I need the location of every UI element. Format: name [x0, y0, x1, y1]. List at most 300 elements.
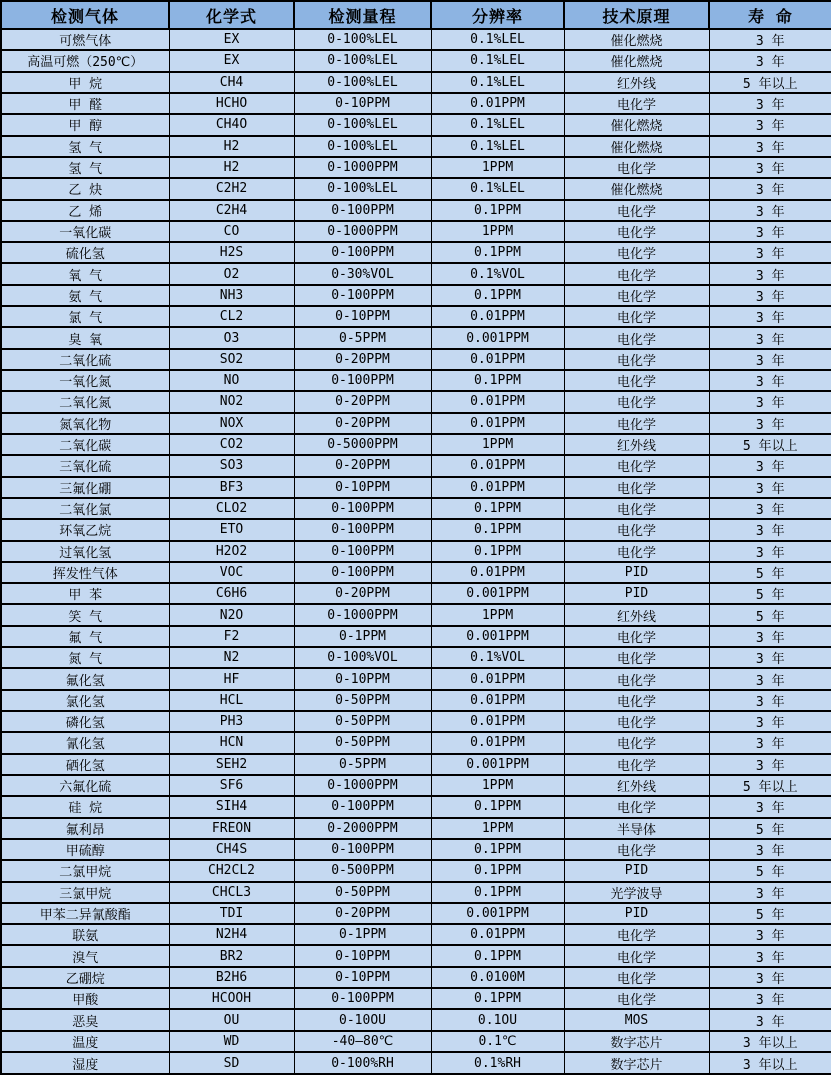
cell-range: 0-1PPM	[294, 626, 431, 647]
cell-principle: 电化学	[564, 157, 709, 178]
cell-gas-name: 氢 气	[1, 136, 169, 157]
cell-formula: OU	[169, 1009, 294, 1030]
cell-formula: CH4	[169, 72, 294, 93]
cell-gas-name: 硅 烷	[1, 796, 169, 817]
cell-range: 0-5PPM	[294, 327, 431, 348]
table-row	[1, 626, 831, 647]
cell-range: 0-10PPM	[294, 945, 431, 966]
cell-range: 0-100%VOL	[294, 647, 431, 668]
cell-resolution: 0.1PPM	[431, 519, 564, 540]
cell-formula: ETO	[169, 519, 294, 540]
cell-range: 0-100%LEL	[294, 72, 431, 93]
cell-principle: 电化学	[564, 349, 709, 370]
cell-lifespan: 3 年	[709, 200, 831, 221]
cell-resolution: 0.1%LEL	[431, 50, 564, 71]
cell-formula: VOC	[169, 562, 294, 583]
table-row	[1, 839, 831, 860]
cell-range: 0-5000PPM	[294, 434, 431, 455]
cell-lifespan: 5 年	[709, 604, 831, 625]
cell-lifespan: 3 年	[709, 114, 831, 135]
cell-gas-name: 氯 气	[1, 306, 169, 327]
cell-range: 0-50PPM	[294, 711, 431, 732]
cell-formula: BR2	[169, 945, 294, 966]
cell-range: 0-100PPM	[294, 242, 431, 263]
cell-resolution: 0.1%LEL	[431, 114, 564, 135]
table-row	[1, 541, 831, 562]
cell-formula: H2O2	[169, 541, 294, 562]
cell-principle: 红外线	[564, 72, 709, 93]
table-row	[1, 114, 831, 135]
cell-lifespan: 3 年	[709, 391, 831, 412]
cell-range: 0-100PPM	[294, 370, 431, 391]
cell-lifespan: 3 年	[709, 839, 831, 860]
cell-formula: N2H4	[169, 924, 294, 945]
cell-range: 0-20PPM	[294, 349, 431, 370]
table-row	[1, 711, 831, 732]
cell-formula: EX	[169, 29, 294, 50]
table-row	[1, 413, 831, 434]
cell-resolution: 1PPM	[431, 818, 564, 839]
table-header	[1, 1, 831, 29]
cell-principle: 催化燃烧	[564, 178, 709, 199]
cell-lifespan: 3 年	[709, 242, 831, 263]
cell-formula: NH3	[169, 285, 294, 306]
header-range: 检测量程	[294, 1, 431, 29]
cell-resolution: 0.1%LEL	[431, 178, 564, 199]
cell-resolution: 0.1OU	[431, 1009, 564, 1030]
table-row	[1, 882, 831, 903]
cell-principle: 催化燃烧	[564, 136, 709, 157]
cell-formula: H2S	[169, 242, 294, 263]
cell-formula: TDI	[169, 903, 294, 924]
cell-formula: N2	[169, 647, 294, 668]
cell-range: 0-100PPM	[294, 498, 431, 519]
cell-formula: PH3	[169, 711, 294, 732]
cell-range: 0-20PPM	[294, 413, 431, 434]
table-row	[1, 157, 831, 178]
table-row	[1, 391, 831, 412]
cell-principle: 红外线	[564, 434, 709, 455]
table-row	[1, 285, 831, 306]
cell-lifespan: 3 年以上	[709, 1031, 831, 1052]
header-row	[1, 1, 831, 29]
cell-lifespan: 3 年	[709, 711, 831, 732]
cell-resolution: 0.01PPM	[431, 413, 564, 434]
cell-range: 0-20PPM	[294, 903, 431, 924]
cell-principle: 电化学	[564, 924, 709, 945]
cell-lifespan: 5 年	[709, 903, 831, 924]
cell-lifespan: 3 年	[709, 668, 831, 689]
cell-principle: 电化学	[564, 306, 709, 327]
table-row	[1, 370, 831, 391]
table-row	[1, 967, 831, 988]
cell-range: 0-10PPM	[294, 477, 431, 498]
cell-lifespan: 3 年	[709, 178, 831, 199]
cell-resolution: 0.1PPM	[431, 882, 564, 903]
header-gas-name: 检测气体	[1, 1, 169, 29]
cell-gas-name: 三氧化硫	[1, 455, 169, 476]
cell-range: 0-2000PPM	[294, 818, 431, 839]
cell-gas-name: 挥发性气体	[1, 562, 169, 583]
table-row	[1, 242, 831, 263]
cell-lifespan: 5 年以上	[709, 775, 831, 796]
cell-gas-name: 过氧化氢	[1, 541, 169, 562]
cell-resolution: 0.01PPM	[431, 924, 564, 945]
cell-principle: 电化学	[564, 690, 709, 711]
cell-principle: 数字芯片	[564, 1052, 709, 1074]
cell-lifespan: 3 年	[709, 221, 831, 242]
cell-principle: PID	[564, 562, 709, 583]
table-row	[1, 945, 831, 966]
cell-resolution: 0.01PPM	[431, 711, 564, 732]
cell-lifespan: 3 年	[709, 455, 831, 476]
table-row	[1, 519, 831, 540]
cell-resolution: 1PPM	[431, 604, 564, 625]
table-row	[1, 818, 831, 839]
cell-formula: FREON	[169, 818, 294, 839]
table-row	[1, 455, 831, 476]
cell-range: 0-100PPM	[294, 541, 431, 562]
cell-range: 0-100PPM	[294, 562, 431, 583]
cell-resolution: 0.001PPM	[431, 903, 564, 924]
cell-lifespan: 3 年	[709, 413, 831, 434]
cell-resolution: 0.01PPM	[431, 477, 564, 498]
cell-principle: 催化燃烧	[564, 114, 709, 135]
cell-resolution: 0.1%VOL	[431, 647, 564, 668]
cell-principle: 电化学	[564, 945, 709, 966]
cell-principle: 电化学	[564, 668, 709, 689]
table-row	[1, 50, 831, 71]
cell-principle: 数字芯片	[564, 1031, 709, 1052]
cell-formula: HF	[169, 668, 294, 689]
cell-gas-name: 环氧乙烷	[1, 519, 169, 540]
cell-range: 0-5PPM	[294, 754, 431, 775]
cell-formula: BF3	[169, 477, 294, 498]
cell-formula: B2H6	[169, 967, 294, 988]
cell-principle: 电化学	[564, 477, 709, 498]
cell-formula: HCL	[169, 690, 294, 711]
cell-range: 0-1000PPM	[294, 604, 431, 625]
cell-lifespan: 3 年	[709, 29, 831, 50]
cell-resolution: 1PPM	[431, 221, 564, 242]
table-row	[1, 1031, 831, 1052]
cell-gas-name: 甲 苯	[1, 583, 169, 604]
cell-range: 0-100PPM	[294, 988, 431, 1009]
cell-gas-name: 氧 气	[1, 263, 169, 284]
cell-range: 0-100%LEL	[294, 136, 431, 157]
cell-resolution: 1PPM	[431, 775, 564, 796]
cell-formula: O3	[169, 327, 294, 348]
cell-resolution: 0.001PPM	[431, 754, 564, 775]
cell-principle: 电化学	[564, 988, 709, 1009]
cell-resolution: 0.01PPM	[431, 690, 564, 711]
cell-range: 0-100%LEL	[294, 114, 431, 135]
cell-resolution: 0.1PPM	[431, 242, 564, 263]
cell-resolution: 0.1PPM	[431, 988, 564, 1009]
cell-formula: C6H6	[169, 583, 294, 604]
table-row	[1, 647, 831, 668]
cell-gas-name: 氮 气	[1, 647, 169, 668]
cell-range: 0-500PPM	[294, 860, 431, 881]
cell-lifespan: 3 年	[709, 690, 831, 711]
cell-lifespan: 5 年	[709, 818, 831, 839]
cell-gas-name: 联氨	[1, 924, 169, 945]
cell-gas-name: 氨 气	[1, 285, 169, 306]
cell-gas-name: 硫化氢	[1, 242, 169, 263]
cell-gas-name: 氯化氢	[1, 690, 169, 711]
cell-principle: 电化学	[564, 93, 709, 114]
cell-lifespan: 3 年	[709, 754, 831, 775]
cell-resolution: 0.0100M	[431, 967, 564, 988]
cell-principle: PID	[564, 583, 709, 604]
table-row	[1, 860, 831, 881]
cell-range: 0-1PPM	[294, 924, 431, 945]
cell-range: 0-100%LEL	[294, 29, 431, 50]
table-row	[1, 29, 831, 50]
cell-gas-name: 甲 醛	[1, 93, 169, 114]
cell-formula: EX	[169, 50, 294, 71]
cell-resolution: 0.1PPM	[431, 860, 564, 881]
table-row	[1, 498, 831, 519]
cell-principle: 催化燃烧	[564, 50, 709, 71]
cell-lifespan: 3 年	[709, 1009, 831, 1030]
cell-lifespan: 5 年以上	[709, 434, 831, 455]
cell-lifespan: 3 年	[709, 626, 831, 647]
cell-formula: H2	[169, 157, 294, 178]
cell-principle: 电化学	[564, 647, 709, 668]
cell-gas-name: 甲硫醇	[1, 839, 169, 860]
cell-range: 0-100PPM	[294, 839, 431, 860]
cell-gas-name: 臭 氧	[1, 327, 169, 348]
table-row	[1, 306, 831, 327]
cell-lifespan: 3 年	[709, 796, 831, 817]
cell-lifespan: 3 年以上	[709, 1052, 831, 1074]
cell-lifespan: 3 年	[709, 732, 831, 753]
cell-gas-name: 二氧化硫	[1, 349, 169, 370]
cell-range: 0-20PPM	[294, 583, 431, 604]
cell-resolution: 0.1%VOL	[431, 263, 564, 284]
cell-gas-name: 可燃气体	[1, 29, 169, 50]
cell-lifespan: 3 年	[709, 263, 831, 284]
gas-table-body	[1, 29, 831, 1074]
cell-principle: 红外线	[564, 604, 709, 625]
cell-resolution: 0.1℃	[431, 1031, 564, 1052]
cell-resolution: 0.1PPM	[431, 498, 564, 519]
table-row	[1, 583, 831, 604]
header-principle: 技术原理	[564, 1, 709, 29]
cell-resolution: 0.01PPM	[431, 668, 564, 689]
cell-range: 0-100%LEL	[294, 178, 431, 199]
cell-principle: 电化学	[564, 455, 709, 476]
cell-formula: SEH2	[169, 754, 294, 775]
cell-range: 0-1000PPM	[294, 775, 431, 796]
cell-gas-name: 氟化氢	[1, 668, 169, 689]
cell-range: 0-100%LEL	[294, 50, 431, 71]
cell-range: 0-100PPM	[294, 285, 431, 306]
cell-lifespan: 3 年	[709, 50, 831, 71]
table-row	[1, 796, 831, 817]
cell-lifespan: 3 年	[709, 327, 831, 348]
table-row	[1, 562, 831, 583]
cell-formula: C2H2	[169, 178, 294, 199]
cell-formula: CH4O	[169, 114, 294, 135]
cell-resolution: 0.1PPM	[431, 541, 564, 562]
cell-gas-name: 温度	[1, 1031, 169, 1052]
cell-formula: WD	[169, 1031, 294, 1052]
cell-formula: CO	[169, 221, 294, 242]
cell-gas-name: 笑 气	[1, 604, 169, 625]
cell-gas-name: 二氯甲烷	[1, 860, 169, 881]
cell-principle: 电化学	[564, 839, 709, 860]
header-formula: 化学式	[169, 1, 294, 29]
cell-formula: CH2CL2	[169, 860, 294, 881]
cell-gas-name: 甲苯二异氰酸酯	[1, 903, 169, 924]
cell-gas-name: 氢 气	[1, 157, 169, 178]
cell-principle: 电化学	[564, 711, 709, 732]
cell-principle: 电化学	[564, 519, 709, 540]
cell-principle: 电化学	[564, 796, 709, 817]
cell-principle: 电化学	[564, 370, 709, 391]
cell-lifespan: 3 年	[709, 988, 831, 1009]
cell-gas-name: 硒化氢	[1, 754, 169, 775]
table-row	[1, 732, 831, 753]
cell-formula: CLO2	[169, 498, 294, 519]
cell-lifespan: 3 年	[709, 541, 831, 562]
cell-range: 0-1000PPM	[294, 157, 431, 178]
cell-range: 0-10PPM	[294, 306, 431, 327]
table-row	[1, 93, 831, 114]
header-lifespan: 寿 命	[709, 1, 831, 29]
cell-principle: PID	[564, 903, 709, 924]
cell-gas-name: 乙硼烷	[1, 967, 169, 988]
cell-resolution: 0.1PPM	[431, 370, 564, 391]
cell-gas-name: 二氧化氯	[1, 498, 169, 519]
cell-resolution: 0.1%LEL	[431, 29, 564, 50]
cell-principle: 催化燃烧	[564, 29, 709, 50]
cell-resolution: 0.1%LEL	[431, 136, 564, 157]
cell-gas-name: 三氯甲烷	[1, 882, 169, 903]
cell-formula: SD	[169, 1052, 294, 1074]
header-resolution: 分辨率	[431, 1, 564, 29]
cell-gas-name: 氮氧化物	[1, 413, 169, 434]
cell-range: 0-50PPM	[294, 732, 431, 753]
cell-range: 0-10OU	[294, 1009, 431, 1030]
cell-lifespan: 5 年	[709, 562, 831, 583]
cell-gas-name: 甲 醇	[1, 114, 169, 135]
cell-formula: CO2	[169, 434, 294, 455]
cell-range: 0-50PPM	[294, 690, 431, 711]
cell-principle: 电化学	[564, 221, 709, 242]
cell-principle: 红外线	[564, 775, 709, 796]
table-row	[1, 327, 831, 348]
cell-formula: CHCL3	[169, 882, 294, 903]
cell-lifespan: 3 年	[709, 157, 831, 178]
cell-resolution: 0.01PPM	[431, 732, 564, 753]
cell-formula: CL2	[169, 306, 294, 327]
cell-lifespan: 5 年	[709, 583, 831, 604]
cell-lifespan: 3 年	[709, 349, 831, 370]
cell-formula: H2	[169, 136, 294, 157]
cell-gas-name: 甲酸	[1, 988, 169, 1009]
cell-principle: 电化学	[564, 754, 709, 775]
cell-gas-name: 一氧化碳	[1, 221, 169, 242]
cell-resolution: 0.1PPM	[431, 839, 564, 860]
cell-principle: PID	[564, 860, 709, 881]
cell-principle: 电化学	[564, 498, 709, 519]
cell-resolution: 0.01PPM	[431, 349, 564, 370]
cell-range: 0-1000PPM	[294, 221, 431, 242]
cell-lifespan: 3 年	[709, 136, 831, 157]
cell-lifespan: 3 年	[709, 306, 831, 327]
cell-formula: SO2	[169, 349, 294, 370]
cell-lifespan: 3 年	[709, 285, 831, 306]
cell-gas-name: 甲 烷	[1, 72, 169, 93]
cell-range: 0-10PPM	[294, 93, 431, 114]
table-row	[1, 924, 831, 945]
cell-gas-name: 乙 烯	[1, 200, 169, 221]
cell-range: 0-100PPM	[294, 796, 431, 817]
cell-principle: 电化学	[564, 626, 709, 647]
cell-lifespan: 3 年	[709, 924, 831, 945]
cell-gas-name: 六氟化硫	[1, 775, 169, 796]
cell-resolution: 0.01PPM	[431, 306, 564, 327]
cell-range: 0-10PPM	[294, 668, 431, 689]
cell-gas-name: 湿度	[1, 1052, 169, 1074]
cell-formula: HCHO	[169, 93, 294, 114]
table-row	[1, 604, 831, 625]
table-row	[1, 988, 831, 1009]
cell-lifespan: 5 年	[709, 860, 831, 881]
cell-resolution: 1PPM	[431, 434, 564, 455]
cell-resolution: 0.01PPM	[431, 562, 564, 583]
cell-resolution: 0.1%RH	[431, 1052, 564, 1074]
cell-formula: CH4S	[169, 839, 294, 860]
table-row	[1, 775, 831, 796]
cell-range: 0-20PPM	[294, 391, 431, 412]
cell-lifespan: 3 年	[709, 647, 831, 668]
cell-principle: 电化学	[564, 285, 709, 306]
cell-formula: SO3	[169, 455, 294, 476]
cell-range: 0-100PPM	[294, 519, 431, 540]
cell-formula: NOX	[169, 413, 294, 434]
table-row	[1, 178, 831, 199]
table-row	[1, 221, 831, 242]
cell-principle: 电化学	[564, 413, 709, 434]
table-row	[1, 1052, 831, 1074]
cell-resolution: 0.1PPM	[431, 796, 564, 817]
cell-principle: 电化学	[564, 391, 709, 412]
table-row	[1, 72, 831, 93]
cell-principle: MOS	[564, 1009, 709, 1030]
cell-gas-name: 氟利昂	[1, 818, 169, 839]
cell-formula: HCOOH	[169, 988, 294, 1009]
table-row	[1, 136, 831, 157]
cell-lifespan: 3 年	[709, 967, 831, 988]
table-row	[1, 200, 831, 221]
cell-principle: 电化学	[564, 263, 709, 284]
cell-formula: O2	[169, 263, 294, 284]
cell-lifespan: 3 年	[709, 370, 831, 391]
table-row	[1, 349, 831, 370]
cell-gas-name: 恶臭	[1, 1009, 169, 1030]
cell-range: 0-30%VOL	[294, 263, 431, 284]
cell-resolution: 0.1PPM	[431, 200, 564, 221]
cell-resolution: 0.001PPM	[431, 583, 564, 604]
cell-resolution: 0.1%LEL	[431, 72, 564, 93]
cell-gas-name: 氟 气	[1, 626, 169, 647]
cell-formula: NO	[169, 370, 294, 391]
cell-lifespan: 3 年	[709, 882, 831, 903]
